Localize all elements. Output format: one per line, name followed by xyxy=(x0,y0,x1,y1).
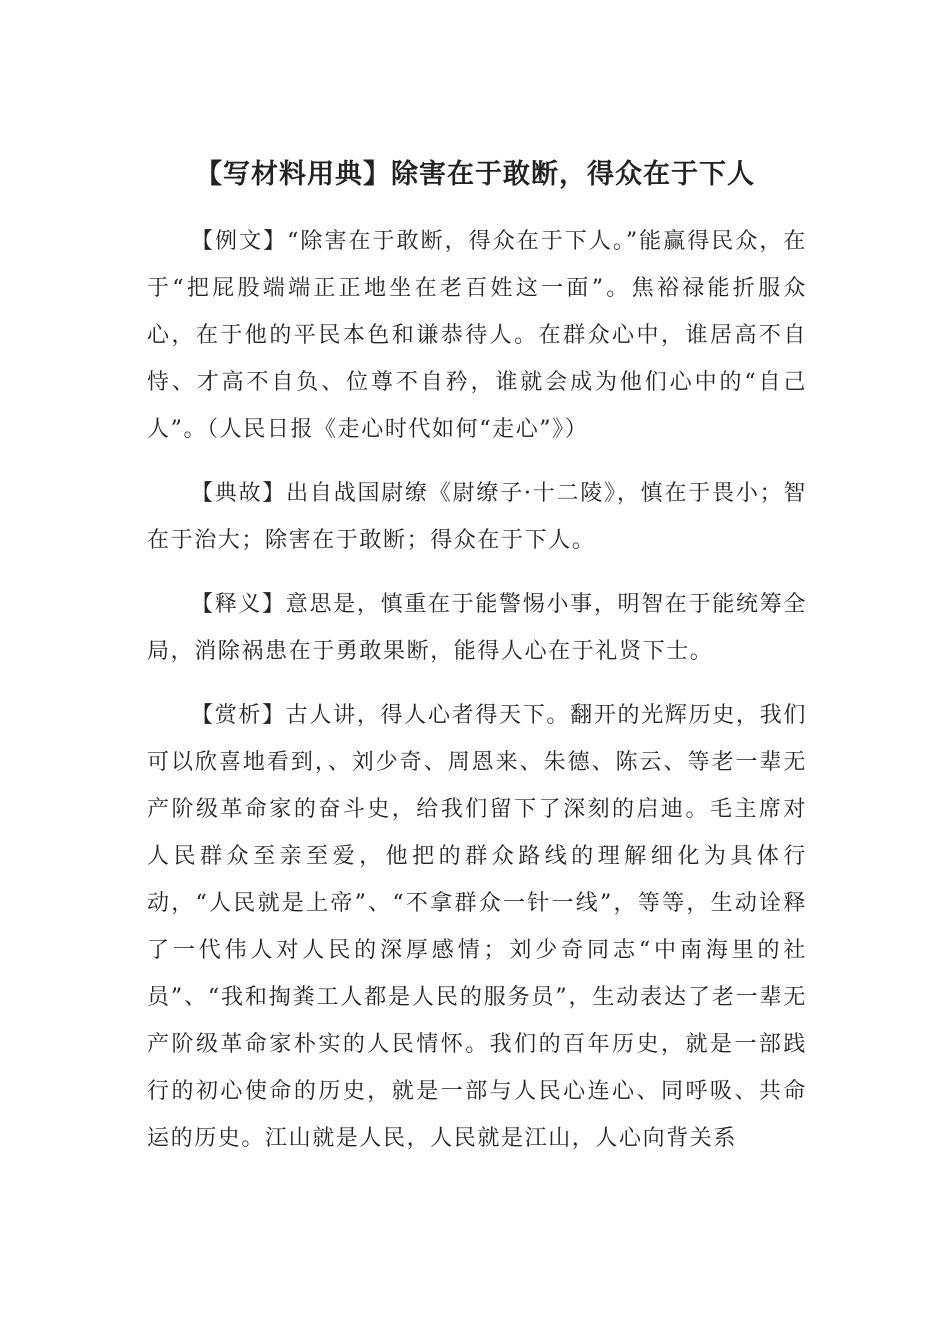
paragraph-appreciation: 【赏析】古人讲，得人心者得天下。翻开的光辉历史，我们可以欣喜地看到，、刘少奇、周恩来、朱德、陈云、等老一辈无产阶级革命家的奋斗史，给我们留下了深刻的启迪。毛主席对人民群众至亲至爱，他把的群众路线的理解细化为具体行动，“人民就是上帝”、“不拿群众一针一线”，等等，生动诠释了一代伟人对人民的深厚感情；刘少奇同志“中南海里的社员”、“我和掏粪工人都是人民的服务员”，生动表达了老一辈无产阶级革命家朴实的人民情怀。我们的百年历史，就是一部践行的初心使命的历史，就是一部与人民心连心、同呼吸、共命运的历史。江山就是人民，人民就是江山，人心向背关系 xyxy=(147,703,807,1151)
paragraph-example: 【例文】“除害在于敢断，得众在于下人。”能赢得民众，在于“把屁股端端正正地坐在老百姓这一面”。焦裕禄能折服众心，在于他的平民本色和谦恭待人。在群众心中，谁居高不自恃、才高不自负、位尊不自矜，谁就会成为他们心中的“自己人”。（人民日报《走心时代如何“走心”》） xyxy=(147,229,807,442)
paragraph-meaning: 【释义】意思是，慎重在于能警惕小事，明智在于能统筹全局，消除祸患在于勇敢果断，能得人心在于礼贤下士。 xyxy=(147,592,807,664)
paragraph-allusion: 【典故】出自战国尉缭《尉缭子·十二陵》，慎在于畏小；智在于治大；除害在于敢断；得众在于下人。 xyxy=(147,481,807,553)
document-body xyxy=(147,218,807,1179)
document-title: 【写材料用典】除害在于敢断，得众在于下人 xyxy=(195,159,755,190)
